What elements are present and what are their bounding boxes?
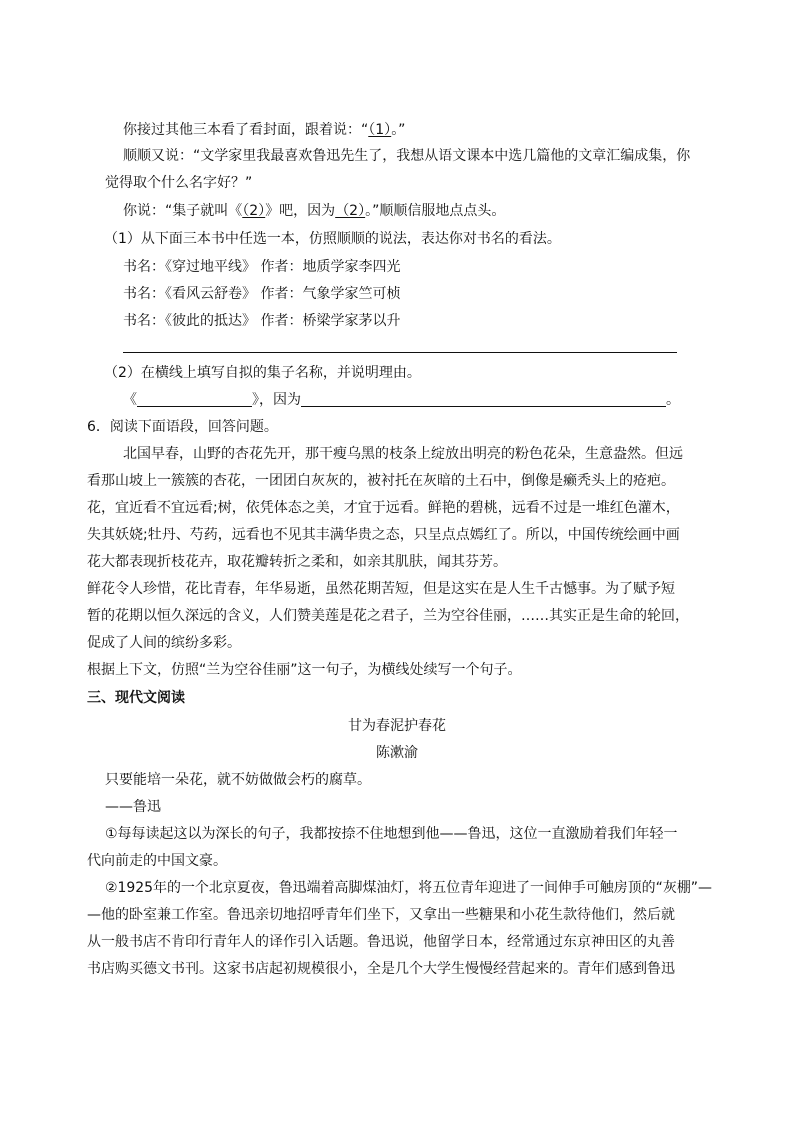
- q6-paragraph-line: 北国早春，山野的杏花先开，那干瘦乌黑的枝条上绽放出明亮的粉色花朵，生意盎然。但远: [123, 446, 683, 462]
- answer-blank-2a: （2）: [242, 203, 266, 219]
- answer-line-q1: [123, 352, 677, 353]
- question-6-title: 6．阅读下面语段，回答问题。: [87, 419, 278, 435]
- because-text: 》，因为: [252, 392, 301, 408]
- paragraph-2-line: ②1925年的一个北京夏夜，鲁迅端着高脚煤油灯，将五位青年迎进了一间伸手可触房顶的“灰棚”—: [105, 880, 712, 896]
- q6-paragraph-line: 暂的花期以恒久深远的含义，人们赞美莲是花之君子，兰为空谷佳丽，……其实正是生命的轮回，: [87, 608, 689, 624]
- question-1-title: （1）从下面三本书中任选一本，仿照顺顺的说法，表达你对书名的看法。: [104, 231, 561, 247]
- epigraph: 只要能培一朵花，就不妨做做会朽的腐草。: [105, 772, 371, 788]
- paragraph-2-line: 书店购买德文书刊。这家书店起初规模很小，全是几个大学生慢慢经营起来的。青年们感到鲁迅: [87, 961, 675, 977]
- dialog-line-1: [123, 121, 405, 139]
- dialog-line-1-end: 。”: [391, 122, 406, 138]
- dialog-line-4: [123, 202, 505, 220]
- answer-blank-2b: （2）: [335, 203, 366, 219]
- paragraph-2-line: —他的卧室兼工作室。鲁迅亲切地招呼青年们坐下，又拿出一些糖果和小花生款待他们，然后就: [87, 907, 675, 923]
- dialog-line-1-text: 你接过其他三本看了看封面，跟着说：“: [123, 122, 369, 138]
- q6-paragraph-line: 促成了人间的缤纷多彩。: [87, 635, 241, 651]
- q6-paragraph-line: 花，宜近看不宜远看;树，依凭体态之美，才宜于远看。鲜艳的碧桃，远看不过是一堆红色灌木，: [87, 500, 680, 516]
- article-title: 甘为春泥护春花: [348, 718, 446, 734]
- dialog-line-4-text-b: 》吧，因为: [265, 203, 336, 219]
- paragraph-2-line: 从一般书店不肯印行青年人的译作引入话题。鲁迅说，他留学日本，经常通过东京神田区的丸善: [87, 934, 675, 950]
- dialog-line-4-text-c: 。”顺顺信服地点点头。: [365, 203, 506, 219]
- section-heading: 三、现代文阅读: [87, 690, 185, 706]
- question-2-title: （2）在横线上填写自拟的集子名称，并说明理由。: [104, 365, 421, 381]
- q6-paragraph-line: 鲜花令人珍惜，花比青春，年华易逝，虽然花期苦短，但是这实在是人生千古憾事。为了赋予短: [87, 581, 675, 597]
- paragraph-1-line: 代向前走的中国文豪。: [87, 853, 227, 869]
- q6-paragraph-line: 花大都表现折枝花卉，取花瓣转折之柔和，如亲其肌肤，闻其芬芳。: [87, 554, 507, 570]
- question-2-answer-row: [123, 391, 680, 409]
- bracket-open: 《: [123, 392, 137, 408]
- book-2: 书名：《看风云舒卷》 作者：气象学家竺可桢: [123, 286, 401, 302]
- dialog-line-3: 觉得取个什么名字好？”: [105, 175, 253, 191]
- reason-blank: [301, 392, 666, 407]
- article-author: 陈漱渝: [376, 745, 418, 761]
- q6-paragraph-line: 看那山坡上一簇簇的杏花，一团团白灰灰的，被衬托在灰暗的土石中，倒像是癞秃头上的疮疤。: [87, 473, 675, 489]
- paragraph-1-line: ①每每读起这以为深长的句子，我都按捺不住地想到他——鲁迅，这位一直激励着我们年轻一: [105, 826, 678, 842]
- q6-instruction: 根据上下文，仿照“兰为空谷佳丽”这一句子，为横线处续写一个句子。: [87, 662, 522, 678]
- answer-blank-1: （1）: [368, 122, 392, 138]
- q6-paragraph-line: 失其妖娆;牡丹、芍药，远看也不见其丰满华贵之态，只呈点点嫣红了。所以，中国传统绘画中画: [87, 527, 680, 543]
- dialog-line-4-text-a: 你说：“集子就叫《: [123, 203, 243, 219]
- book-3: 书名：《彼此的抵达》 作者：桥梁学家茅以升: [123, 313, 401, 329]
- collection-name-blank: [137, 392, 252, 407]
- book-1: 书名：《穿过地平线》 作者：地质学家李四光: [123, 259, 401, 275]
- epigraph-source: ——鲁迅: [105, 799, 161, 815]
- period: 。: [666, 392, 680, 408]
- dialog-line-2: 顺顺又说：“文学家里我最喜欢鲁迅先生了，我想从语文课本中选几篇他的文章汇编成集，你: [123, 148, 691, 164]
